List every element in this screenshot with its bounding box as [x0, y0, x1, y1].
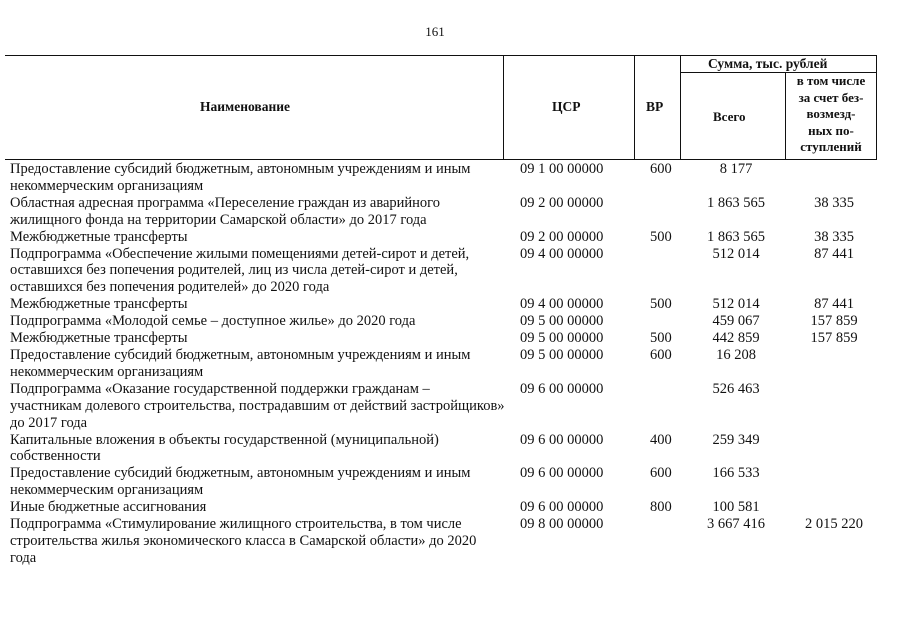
row-free: 157 859 [810, 330, 858, 347]
row-csr: 09 2 00 00000 [520, 228, 604, 245]
row-vr: 500 [650, 330, 672, 347]
row-name: Межбюджетные трансферты [10, 296, 188, 313]
row-total: 1 863 565 [707, 194, 765, 211]
row-csr: 09 6 00 00000 [520, 431, 604, 448]
header-bottom-border [5, 159, 876, 160]
row-csr: 09 5 00 00000 [520, 313, 604, 330]
row-name: Подпрограмма «Обеспечение жилыми помещениями детей-сирот и детей, оставшихся без попечения родителей, лиц из числа детей-сирот и детей, оставшихся без попечения родителей» до 2020 года [10, 245, 470, 296]
row-vr: 400 [650, 431, 672, 448]
column-header-free-line: в том числе [796, 73, 866, 88]
column-header-csr: ЦСР [552, 99, 581, 114]
table-row [0, 465, 905, 499]
table-row [0, 313, 905, 330]
column-header-free-line: возмезд- [806, 106, 856, 121]
row-vr: 800 [650, 499, 672, 516]
row-total: 16 208 [716, 346, 756, 363]
column-header-total: Всего [713, 109, 746, 124]
row-name: Подпрограмма «Оказание государственной поддержки гражданам – участникам долевого строительства, пострадавшим от действий застройщиков» до 2017 года [10, 380, 505, 431]
row-name: Предоставление субсидий бюджетным, автономным учреждениям и иным некоммерческим организациям [10, 465, 471, 499]
header-divider-vr [634, 55, 635, 160]
header-divider-csr [503, 55, 504, 160]
row-total: 512 014 [712, 296, 760, 313]
table-row [0, 499, 905, 516]
row-total: 3 667 416 [707, 516, 765, 533]
row-name: Областная адресная программа «Переселение граждан из аварийного жилищного фонда на территории Самарской области» до 2017 года [10, 194, 441, 228]
row-csr: 09 1 00 00000 [520, 161, 604, 177]
table-row [0, 229, 905, 246]
row-csr: 09 5 00 00000 [520, 346, 604, 363]
row-csr: 09 5 00 00000 [520, 330, 604, 347]
row-csr: 09 6 00 00000 [520, 465, 604, 482]
table-row [0, 347, 905, 381]
row-free: 87 441 [814, 296, 854, 313]
row-name: Подпрограмма «Стимулирование жилищного строительства, в том числе строительства жилья экономического класса в Самарской области» до 2020 года [10, 516, 477, 566]
column-header-free-line: за счет без- [798, 89, 864, 105]
row-name: Межбюджетные трансферты [10, 228, 188, 245]
row-name: Иные бюджетные ассигнования [10, 499, 207, 516]
page-number: 161 [425, 24, 445, 39]
column-header-free-line: ступлений [800, 139, 862, 154]
row-free: 157 859 [810, 313, 858, 330]
header-right-border [876, 55, 877, 160]
table-row [0, 432, 905, 466]
column-header-sum: Сумма, тыс. рублей [708, 56, 828, 71]
row-vr: 600 [650, 161, 672, 177]
row-name: Подпрограмма «Молодой семье – доступное жилье» до 2020 года [10, 313, 416, 330]
row-total: 1 863 565 [707, 228, 765, 245]
table-body [0, 161, 905, 567]
row-vr: 600 [650, 465, 672, 482]
row-vr: 500 [650, 296, 672, 313]
row-total: 459 067 [712, 313, 760, 330]
table-row [0, 195, 905, 229]
row-total: 526 463 [712, 380, 760, 397]
row-csr: 09 6 00 00000 [520, 380, 604, 397]
table-row [0, 330, 905, 347]
row-name: Предоставление субсидий бюджетным, автономным учреждениям и иным некоммерческим организациям [10, 346, 471, 380]
row-total: 166 533 [712, 465, 760, 482]
column-header-free [786, 73, 876, 156]
row-free: 38 335 [814, 228, 854, 245]
row-name: Предоставление субсидий бюджетным, автономным учреждениям и иным некоммерческим организациям [10, 161, 471, 194]
row-total: 100 581 [712, 499, 760, 516]
row-csr: 09 2 00 00000 [520, 194, 604, 211]
table-row [0, 246, 905, 297]
table-row [0, 516, 905, 567]
row-name: Межбюджетные трансферты [10, 330, 188, 347]
row-total: 442 859 [712, 330, 760, 347]
row-free: 38 335 [814, 194, 854, 211]
column-header-vr: ВР [646, 99, 664, 114]
row-free: 87 441 [814, 245, 854, 262]
table-row [0, 381, 905, 432]
row-total: 8 177 [719, 161, 753, 177]
row-csr: 09 6 00 00000 [520, 499, 604, 516]
row-csr: 09 4 00 00000 [520, 245, 604, 262]
header-divider-sum [680, 55, 681, 160]
row-vr: 600 [650, 346, 672, 363]
row-total: 512 014 [712, 245, 760, 262]
column-header-name: Наименование [200, 99, 290, 114]
row-name: Капитальные вложения в объекты государственной (муниципальной) собственности [10, 431, 439, 465]
table-row [0, 161, 905, 195]
row-total: 259 349 [712, 431, 760, 448]
row-free: 2 015 220 [805, 516, 863, 533]
column-header-free-line: ных по- [808, 122, 854, 138]
row-csr: 09 4 00 00000 [520, 296, 604, 313]
row-vr: 500 [650, 228, 672, 245]
table-row [0, 296, 905, 313]
row-csr: 09 8 00 00000 [520, 516, 604, 533]
